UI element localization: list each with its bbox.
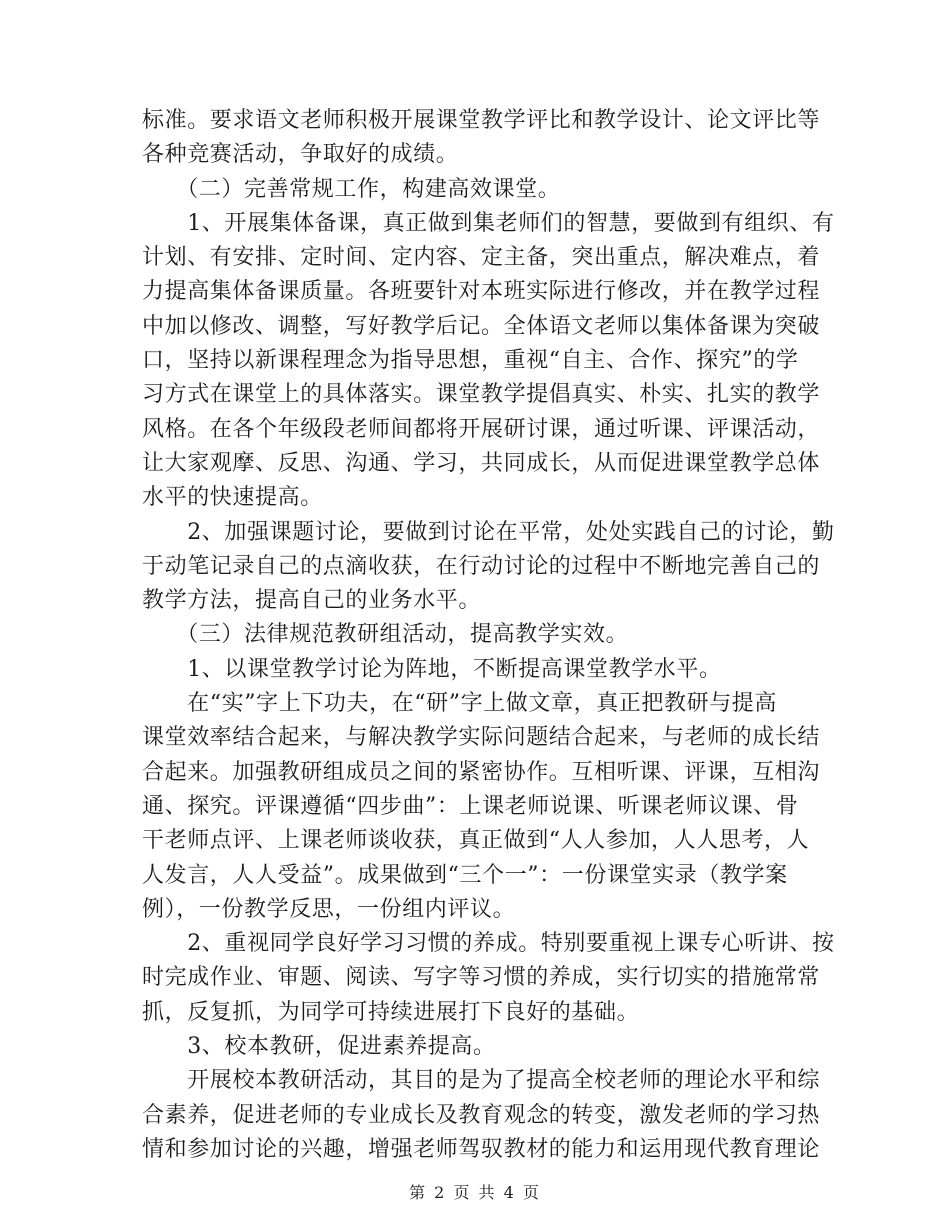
text-line: 各种竞赛活动，争取好的成绩。 [142, 142, 459, 168]
text-line: 力提高集体备课质量。各班要针对本班实际进行修改，并在教学过程 [142, 279, 821, 305]
text-line: 抓，反复抓，为同学可持续进展打下良好的基础。 [142, 999, 640, 1025]
text-line: 让大家观摩、反思、沟通、学习，共同成长，从而促进课堂教学总体 [142, 450, 821, 476]
text-line: 标准。要求语文老师积极开展课堂教学评比和教学设计、论文评比等 [142, 108, 821, 133]
text-line: 口，坚持以新课程理念为指导思想，重视“自主、合作、探究”的学 [142, 348, 799, 374]
text-line: 通、探究。评课遵循“四步曲”：上课老师说课、听课老师议课、骨 [142, 793, 799, 819]
text-line: 人发言，人人受益”。成果做到“三个一”：一份课堂实录（教学案 [142, 862, 788, 888]
text-line: 3、校本教研，促进素养提高。 [142, 1034, 496, 1060]
text-line: 2、重视同学良好学习习惯的养成。特别要重视上课专心听讲、按 [142, 931, 835, 957]
text-line: 习方式在课堂上的具体落实。课堂教学提倡真实、朴实、扎实的教学 [142, 382, 821, 408]
text-line: 例），一份教学反思，一份组内评议。 [142, 896, 516, 922]
text-line: 水平的快速提高。 [142, 485, 323, 511]
text-line: 干老师点评、上课老师谈收获，真正做到“人人参加，人人思考，人 [142, 828, 810, 854]
text-line: 情和参加讨论的兴趣，增强老师驾驭教材的能力和运用现代教育理论 [142, 1136, 821, 1162]
text-line: 中加以修改、调整，写好教学后记。全体语文老师以集体备课为突破 [142, 313, 821, 339]
text-line: 在“实”字上下功夫，在“研”字上做文章，真正把教研与提高 [142, 691, 777, 717]
section-heading: （三）法律规范教研组活动，提高教学实效。 [142, 622, 629, 648]
text-line: 课堂效率结合起来，与解决教学实际问题结合起来，与老师的成长结 [142, 725, 821, 751]
text-line: 时完成作业、审题、阅读、写字等习惯的养成，实行切实的措施常常 [142, 965, 821, 991]
text-line: 1、以课堂教学讨论为阵地，不断提高课堂教学水平。 [142, 656, 722, 682]
text-line: 教学方法，提高自己的业务水平。 [142, 588, 482, 614]
document-body [142, 104, 835, 1167]
text-line: 合起来。加强教研组成员之间的紧密协作。互相听课、评课，互相沟 [142, 759, 821, 785]
page-number: 第 2 页 共 4 页 [409, 1183, 541, 1202]
text-line: 风格。在各个年级段老师间都将开展研讨课，通过听课、评课活动， [142, 416, 821, 442]
text-line: 合素养，促进老师的专业成长及教育观念的转变，激发老师的学习热 [142, 1102, 821, 1128]
text-line: 1、开展集体备课，真正做到集老师们的智慧，要做到有组织、有 [142, 210, 835, 236]
section-heading: （二）完善常规工作，构建高效课堂。 [142, 176, 561, 202]
text-line: 计划、有安排、定时间、定内容、定主备，突出重点，解决难点，着 [142, 245, 821, 271]
text-line: 2、加强课题讨论，要做到讨论在平常，处处实践自己的讨论，勤 [142, 519, 835, 545]
text-line: 开展校本教研活动，其目的是为了提高全校老师的理论水平和综 [142, 1068, 821, 1094]
text-line: 于动笔记录自己的点滴收获，在行动讨论的过程中不断地完善自己的 [142, 553, 821, 579]
